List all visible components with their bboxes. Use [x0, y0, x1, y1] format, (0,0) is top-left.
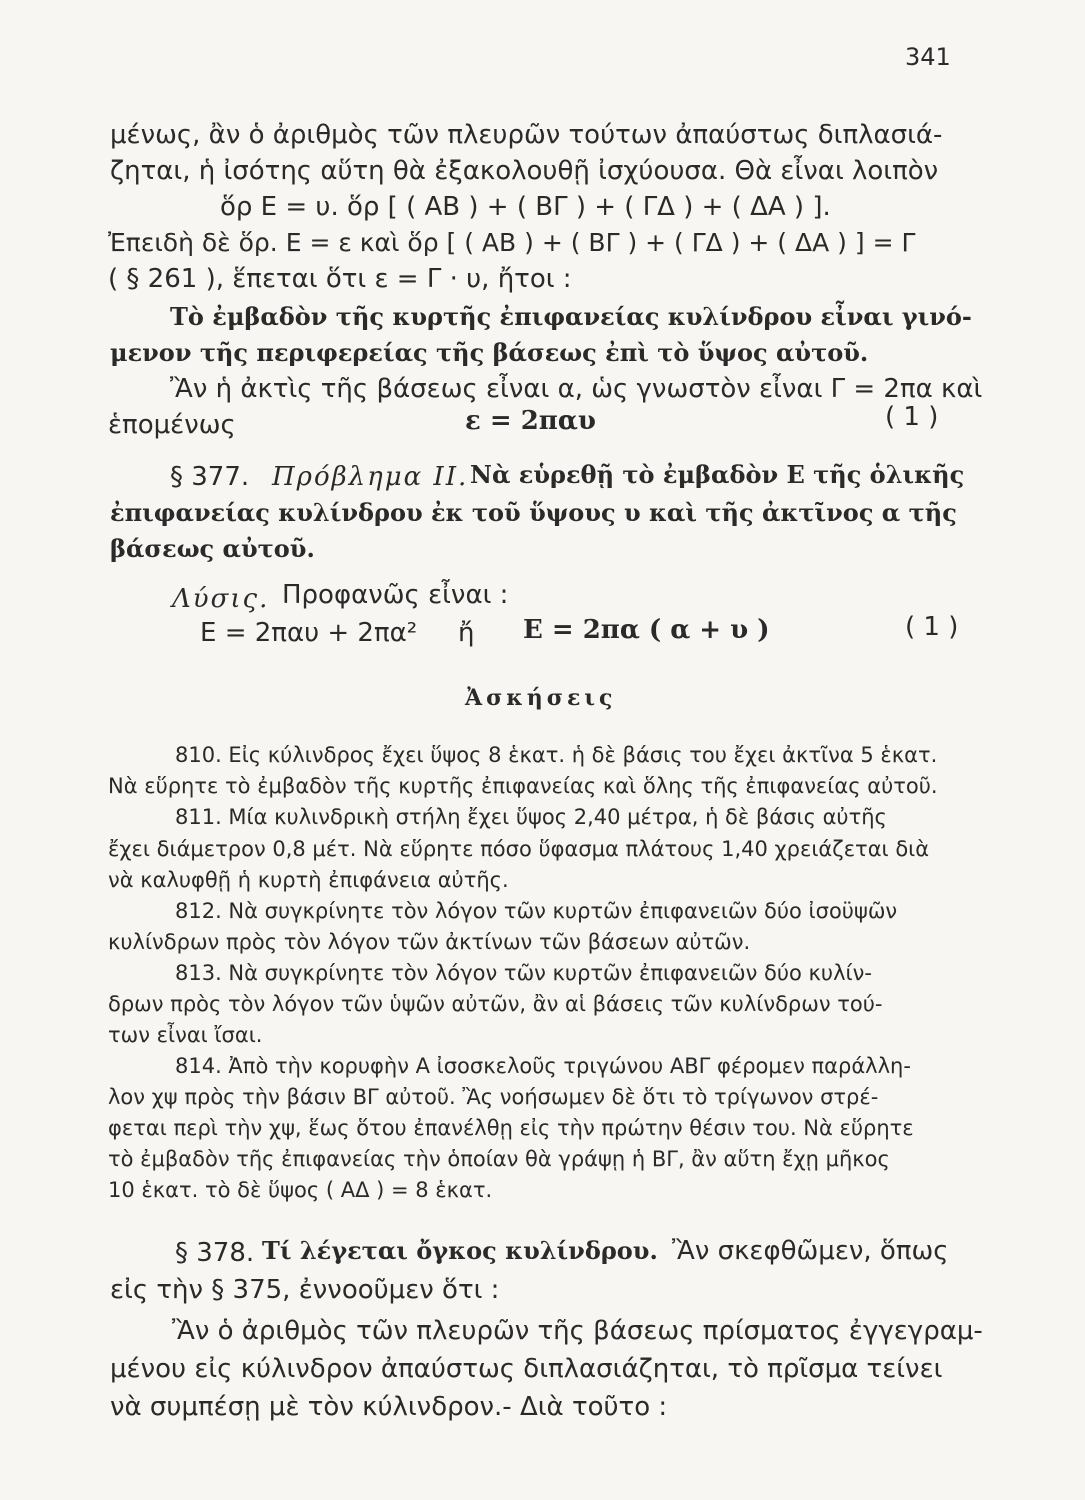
formula: Ε = 2παυ + 2πα² — [200, 618, 418, 648]
exercise-line: λον χψ πρὸς τὴν βάσιν ΒΓ αὐτοῦ. Ἂς νοήσωμεν δὲ ὅτι τὸ τρίγωνον στρέ- — [108, 1085, 879, 1109]
exercise-line: Νὰ εὕρητε τὸ ἐμβαδὸν τῆς κυρτῆς ἐπιφανείας καὶ ὅλης τῆς ἐπιφανείας αὐτοῦ. — [108, 774, 938, 798]
exercise-line: νὰ καλυφθῇ ἡ κυρτὴ ἐπιφάνεια αὐτῆς. — [108, 868, 509, 892]
problem-title: Νὰ εὑρεθῇ τὸ ἐμβαδὸν Ε τῆς ὁλικῆς — [470, 460, 965, 489]
theorem-line: Τὸ ἐμβαδὸν τῆς κυρτῆς ἐπιφανείας κυλίνδρου εἶναι γινό- — [170, 302, 972, 331]
exercise-line: 10 ἑκατ. τὸ δὲ ὕψος ( ΑΔ ) = 8 ἑκατ. — [108, 1178, 493, 1202]
text-line: ἑπομένως — [108, 410, 236, 440]
text-line: μένως, ἂν ὁ ἀριθμὸς τῶν πλευρῶν τούτων ἀπαύστως διπλασιά- — [110, 120, 943, 150]
exercise-line: 814. Ἀπὸ τὴν κορυφὴν Α ἰσοσκελοῦς τριγώνου ΑΒΓ φέρομεν παράλλη- — [175, 1054, 911, 1078]
formula-or: ἤ — [458, 618, 475, 648]
equation-number: ( 1 ) — [905, 612, 959, 642]
equation-number: ( 1 ) — [885, 402, 939, 432]
page-number: 341 — [905, 43, 951, 71]
exercises-heading: Ἀσκήσεις — [465, 685, 617, 711]
problem-label: Πρόβλημα ΙΙ. — [272, 462, 469, 492]
exercise-line: φεται περὶ τὴν χψ, ἕως ὅτου ἐπανέλθῃ εἰς τὴν πρώτην θέσιν του. Νὰ εὕρητε — [108, 1116, 914, 1140]
problem-title: βάσεως αὐτοῦ. — [110, 534, 315, 563]
text-line: ( § 261 ), ἕπεται ὅτι ε = Γ · υ, ἤτοι : — [108, 264, 572, 294]
exercise-line: 811. Μία κυλινδρικὴ στήλη ἔχει ὕψος 2,40 μέτρα, ἡ δὲ βάσις αὐτῆς — [175, 805, 887, 829]
text-line: Ἂν σκεφθῶμεν, ὅπως — [672, 1236, 949, 1266]
formula: ε = 2παυ — [465, 406, 596, 436]
exercise-line: των εἶναι ἴσαι. — [108, 1023, 263, 1047]
exercise-line: ἔχει διάμετρον 0,8 μέτ. Νὰ εὕρητε πόσο ὕφασμα πλάτους 1,40 χρειάζεται διὰ — [108, 837, 930, 861]
formula: Ε = 2πα ( α + υ ) — [523, 615, 770, 645]
solution-label: Λύσις. — [172, 584, 270, 614]
text-line: Ἂν ἡ ἀκτὶς τῆς βάσεως εἶναι α, ὡς γνωστὸν εἶναι Γ = 2πα καὶ — [170, 374, 983, 404]
text-line: Ἂν ὁ ἀριθμὸς τῶν πλευρῶν τῆς βάσεως πρίσματος ἐγγεγραμ- — [172, 1316, 983, 1346]
exercise-line: 812. Νὰ συγκρίνητε τὸν λόγον τῶν κυρτῶν ἐπιφανειῶν δύο ἰσοϋψῶν — [175, 899, 898, 923]
text-line: νὰ συμπέσῃ μὲ τὸν κύλινδρον.- Διὰ τοῦτο : — [110, 1392, 668, 1422]
exercise-line: δρων πρὸς τὸν λόγον τῶν ὑψῶν αὐτῶν, ἂν αἱ βάσεις τῶν κυλίνδρων τού- — [108, 992, 883, 1016]
exercise-line: 813. Νὰ συγκρίνητε τὸν λόγον τῶν κυρτῶν ἐπιφανειῶν δύο κυλίν- — [175, 961, 872, 985]
exercise-line: κυλίνδρων πρὸς τὸν λόγον τῶν ἀκτίνων τῶν βάσεων αὐτῶν. — [108, 930, 751, 954]
exercise-line: τὸ ἐμβαδὸν τῆς ἐπιφανείας τὴν ὁποίαν θὰ γράψῃ ἡ ΒΓ, ἂν αὕτη ἔχῃ μῆκος — [108, 1147, 890, 1171]
text-line: Προφανῶς εἶναι : — [282, 580, 509, 610]
exercise-line: 810. Εἰς κύλινδρος ἔχει ὕψος 8 ἑκατ. ἡ δὲ βάσις του ἔχει ἀκτῖνα 5 ἑκατ. — [175, 743, 938, 767]
text-line: μένου εἰς κύλινδρον ἀπαύστως διπλασιάζηται, τὸ πρῖσμα τείνει — [110, 1354, 943, 1384]
text-line: ζηται, ἡ ἰσότης αὕτη θὰ ἐξακολουθῇ ἰσχύουσα. Θὰ εἶναι λοιπὸν — [110, 156, 939, 186]
section-number: § 377. — [170, 462, 250, 492]
text-line: εἰς τὴν § 375, ἐννοοῦμεν ὅτι : — [110, 1275, 500, 1305]
section-title: Τί λέγεται ὄγκος κυλίνδρου. — [262, 1236, 658, 1265]
text-line: Ἐπειδὴ δὲ ὅρ. Ε = ε καὶ ὅρ [ ( ΑΒ ) + ( ΒΓ ) + ( ΓΔ ) + ( ΔΑ ) ] = Γ — [108, 228, 916, 257]
section-number: § 378. — [175, 1238, 255, 1268]
problem-title: ἐπιφανείας κυλίνδρου ἐκ τοῦ ὕψους υ καὶ τῆς ἀκτῖνος α τῆς — [110, 498, 957, 527]
theorem-line: μενον τῆς περιφερείας τῆς βάσεως ἐπὶ τὸ ὕψος αὐτοῦ. — [110, 338, 869, 367]
formula-line: ὅρ Ε = υ. ὅρ [ ( ΑΒ ) + ( ΒΓ ) + ( ΓΔ ) + ( ΔΑ ) ]. — [220, 192, 831, 222]
